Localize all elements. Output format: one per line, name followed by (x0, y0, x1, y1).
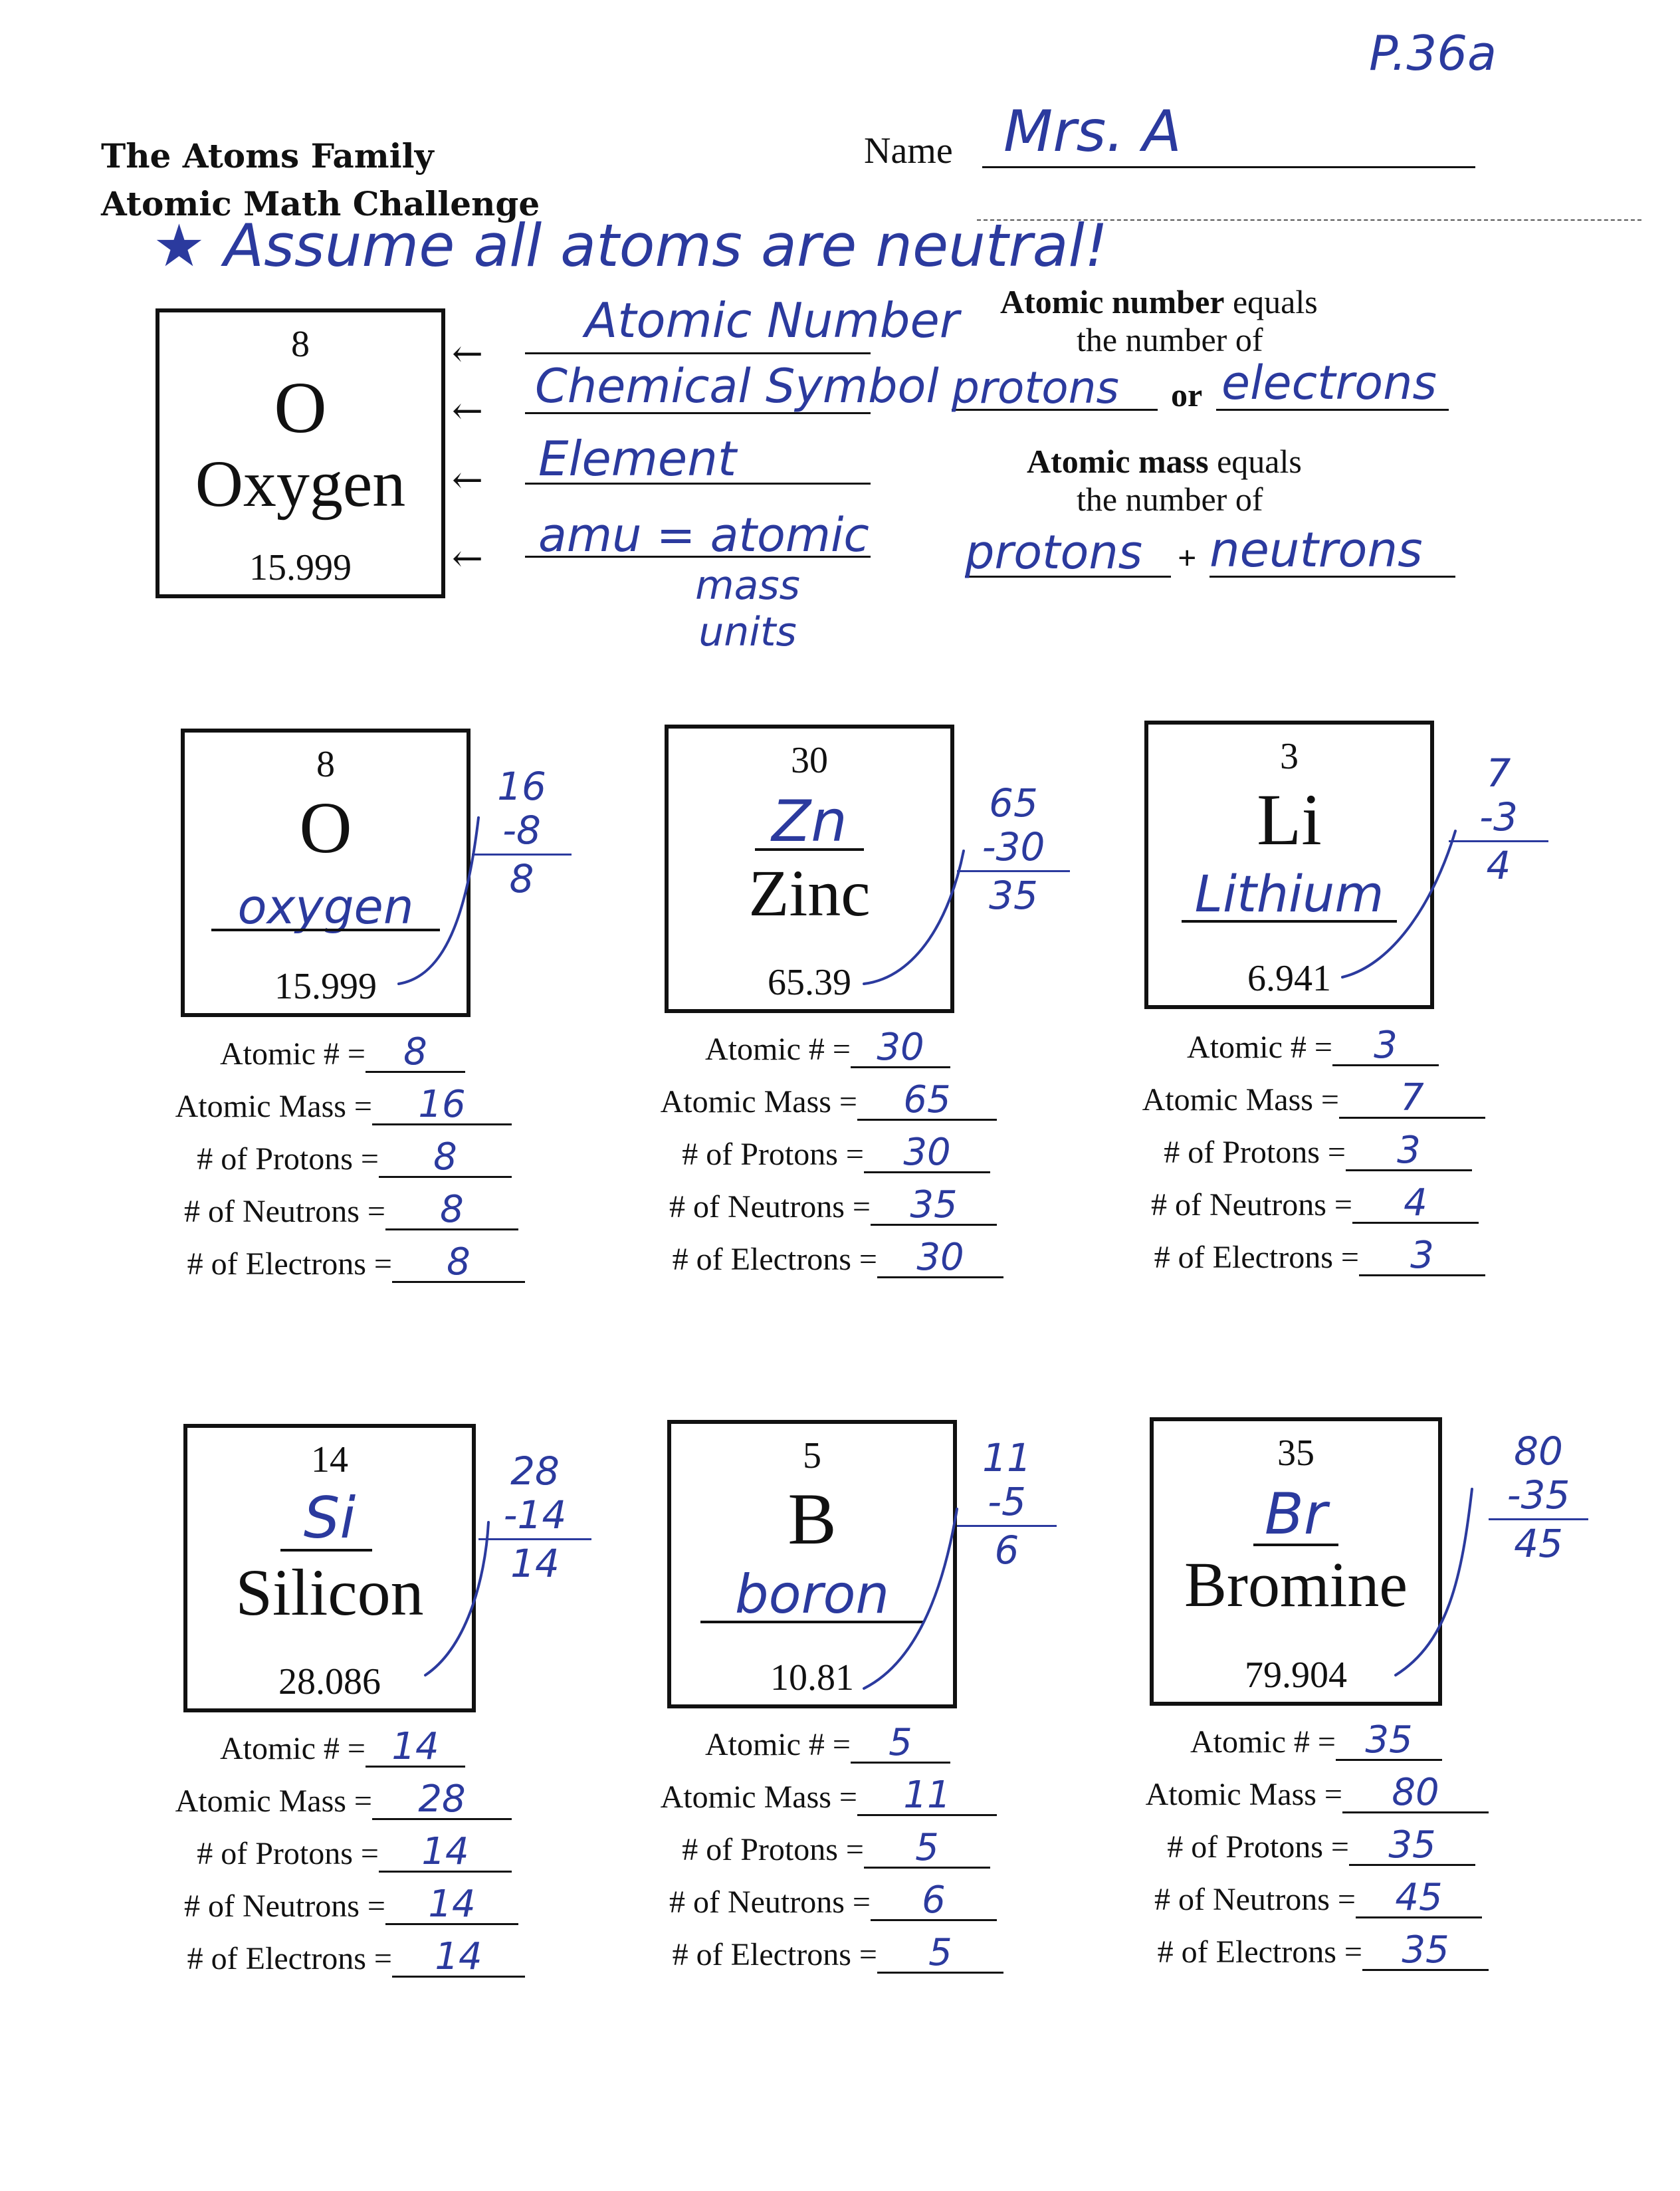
tile-atomic-number: 14 (311, 1439, 348, 1480)
answer-electrons: 8 (392, 1244, 525, 1283)
arrow-left-icon: ← (452, 459, 483, 502)
answer-protons: 8 (379, 1139, 512, 1178)
label-atomic-num: Atomic # = (704, 1727, 851, 1762)
answer-neutrons: 8 (385, 1191, 518, 1230)
arrow-oxygen (399, 818, 478, 984)
answer-atomic-mass: 11 (857, 1777, 997, 1816)
arrow-left-icon: ← (452, 537, 483, 580)
answer-atomic-num: 3 (1332, 1027, 1439, 1066)
tile-atomic-number: 3 (1280, 736, 1299, 777)
label-atomic-mass: Atomic Mass = (1145, 1777, 1342, 1812)
legend-element-name: Oxygen (195, 447, 406, 520)
answer-neutrons: 14 (385, 1886, 518, 1925)
answer-atomic-mass: 80 (1342, 1774, 1489, 1813)
calc-minus: -5 (988, 1479, 1026, 1524)
label-atomic-num: Atomic # = (1190, 1724, 1336, 1760)
atomic-mass-term: Atomic mass (1027, 443, 1209, 480)
label-protons: # of Protons = (197, 1141, 379, 1177)
arrow-boron (864, 1509, 957, 1688)
name-value: Mrs. A (1003, 98, 1182, 165)
answer-electrons: 30 (877, 1239, 1003, 1278)
an-answer-electrons: electrons (1221, 356, 1437, 410)
label-electrons: # of Electrons = (1154, 1240, 1359, 1275)
answer-protons: 5 (864, 1829, 990, 1869)
label-atomic-number: Atomic Number (585, 292, 960, 348)
atomic-number-equals: equals (1232, 283, 1318, 320)
answer-neutrons: 6 (871, 1882, 997, 1921)
calc-minus: -8 (502, 808, 541, 853)
an-answer-protons: protons (952, 362, 1119, 413)
calc-mass: 28 (510, 1448, 560, 1494)
legend-atomic-mass: 15.999 (249, 547, 352, 588)
calc-minus: -14 (503, 1492, 567, 1538)
label-atomic-num: Atomic # = (704, 1032, 851, 1067)
answer-protons: 30 (864, 1134, 990, 1173)
label-atomic-mass: Atomic Mass = (1142, 1082, 1339, 1117)
answer-neutrons: 4 (1352, 1185, 1479, 1224)
label-electrons: # of Electrons = (187, 1246, 392, 1282)
answer-atomic-mass: 16 (372, 1086, 512, 1125)
am-answer-protons: protons (965, 525, 1143, 580)
answer-atomic-mass: 7 (1339, 1080, 1485, 1119)
label-electrons: # of Electrons = (672, 1242, 877, 1277)
atomic-number-term: Atomic number (1000, 283, 1225, 320)
answer-atomic-num: 14 (366, 1728, 465, 1768)
calc-minus: -35 (1507, 1472, 1570, 1518)
arrow-lithium (1342, 831, 1455, 977)
tile-atomic-number: 30 (791, 740, 828, 781)
answer-atomic-mass: 28 (372, 1781, 512, 1820)
tile-atomic-number: 8 (316, 744, 335, 785)
label-element: Element (538, 431, 737, 487)
label-atomic-mass: Atomic Mass = (660, 1780, 857, 1815)
answer-atomic-num: 5 (851, 1724, 950, 1764)
calc-result: 14 (510, 1541, 560, 1586)
calc-minus: -3 (1479, 794, 1518, 840)
tile-element-name: Lithium (1194, 864, 1384, 923)
tile-symbol: Li (1257, 779, 1322, 860)
tile-atomic-mass: 15.999 (274, 966, 377, 1007)
answer-atomic-num: 35 (1336, 1722, 1442, 1761)
label-atomic-num: Atomic # = (219, 1036, 366, 1072)
label-protons: # of Protons = (1167, 1829, 1349, 1865)
answer-neutrons: 35 (871, 1187, 997, 1226)
tile-atomic-number: 5 (803, 1435, 821, 1476)
tile-element-name: Bromine (1184, 1549, 1408, 1620)
calc-result: 4 (1486, 843, 1511, 888)
tile-atomic-mass: 28.086 (278, 1661, 381, 1702)
answer-electrons: 14 (392, 1938, 525, 1978)
calc-mass: 11 (982, 1435, 1031, 1480)
worksheet-subtitle: Atomic Math Challenge (101, 184, 540, 223)
answer-neutrons: 45 (1356, 1879, 1482, 1918)
neutral-instruction: ★ Assume all atoms are neutral! (153, 211, 1108, 280)
tile-element-name: oxygen (237, 879, 414, 935)
tile-atomic-mass: 65.39 (768, 962, 851, 1003)
calc-mass: 80 (1514, 1429, 1563, 1474)
page-number-note: P.36a (1369, 25, 1497, 81)
or-word: or (1171, 376, 1203, 413)
answer-electrons: 5 (877, 1934, 1003, 1974)
worksheet-title: The Atoms Family (101, 136, 434, 175)
calc-result: 35 (989, 873, 1038, 918)
tile-element-name: Silicon (235, 1556, 424, 1629)
tile-symbol: O (299, 787, 352, 868)
calc-mass: 7 (1486, 750, 1511, 796)
answer-atomic-num: 8 (366, 1034, 465, 1073)
legend-atomic-number: 8 (291, 324, 310, 365)
calc-result: 45 (1514, 1521, 1563, 1566)
tile-atomic-number: 35 (1277, 1433, 1314, 1474)
label-protons: # of Protons = (1164, 1135, 1346, 1170)
label-protons: # of Protons = (682, 1832, 864, 1867)
answer-protons: 3 (1346, 1132, 1472, 1171)
calc-result: 8 (509, 856, 534, 901)
label-amu: amu = atomic (538, 508, 869, 562)
calc-result: 6 (994, 1528, 1019, 1573)
label-neutrons: # of Neutrons = (183, 1889, 385, 1924)
answer-electrons: 3 (1359, 1237, 1485, 1276)
label-electrons: # of Electrons = (1157, 1934, 1362, 1970)
tile-symbol: Si (303, 1485, 356, 1552)
label-neutrons: # of Neutrons = (183, 1194, 385, 1229)
label-atomic-num: Atomic # = (219, 1731, 366, 1766)
calc-minus: -30 (982, 824, 1045, 869)
tile-atomic-mass: 79.904 (1245, 1655, 1347, 1696)
label-electrons: # of Electrons = (672, 1937, 877, 1972)
label-atomic-mass: Atomic Mass = (175, 1784, 372, 1819)
label-protons: # of Protons = (682, 1137, 864, 1172)
label-electrons: # of Electrons = (187, 1941, 392, 1976)
tile-element-name: Zinc (748, 856, 871, 930)
atomic-number-line2: the number of (1077, 321, 1263, 358)
label-amu-continued: mass units (695, 562, 800, 655)
atomic-mass-equals: equals (1217, 443, 1302, 480)
tile-symbol: Br (1264, 1481, 1328, 1548)
answer-atomic-num: 30 (851, 1029, 950, 1068)
arrow-left-icon: ← (452, 332, 483, 376)
am-answer-neutrons: neutrons (1209, 522, 1423, 578)
tile-element-name: boron (734, 1563, 890, 1625)
legend-symbol: O (274, 367, 327, 448)
label-neutrons: # of Neutrons = (1154, 1882, 1356, 1917)
label-neutrons: # of Neutrons = (669, 1189, 871, 1224)
label-atomic-mass: Atomic Mass = (660, 1084, 857, 1119)
label-neutrons: # of Neutrons = (669, 1885, 871, 1920)
label-atomic-num: Atomic # = (1186, 1030, 1332, 1065)
answer-protons: 14 (379, 1833, 512, 1873)
answer-electrons: 35 (1362, 1932, 1489, 1971)
tile-symbol: B (788, 1478, 837, 1559)
label-chemical-symbol: Chemical Symbol (535, 359, 939, 413)
answer-protons: 35 (1349, 1827, 1475, 1866)
label-atomic-mass: Atomic Mass = (175, 1089, 372, 1124)
tile-atomic-mass: 6.941 (1247, 958, 1331, 999)
arrow-silicon (425, 1522, 488, 1675)
label-protons: # of Protons = (197, 1836, 379, 1871)
tile-atomic-mass: 10.81 (770, 1657, 854, 1698)
tile-symbol: Zn (772, 788, 847, 855)
plus-word: + (1178, 539, 1197, 576)
name-label: Name (864, 130, 953, 172)
arrow-zinc (864, 851, 964, 984)
answer-atomic-mass: 65 (857, 1082, 997, 1121)
arrow-left-icon: ← (452, 390, 483, 433)
calc-mass: 65 (989, 780, 1038, 826)
calc-mass: 16 (497, 764, 546, 809)
arrow-bromine (1396, 1489, 1472, 1675)
atomic-mass-line2: the number of (1077, 481, 1263, 518)
label-neutrons: # of Neutrons = (1150, 1187, 1352, 1222)
